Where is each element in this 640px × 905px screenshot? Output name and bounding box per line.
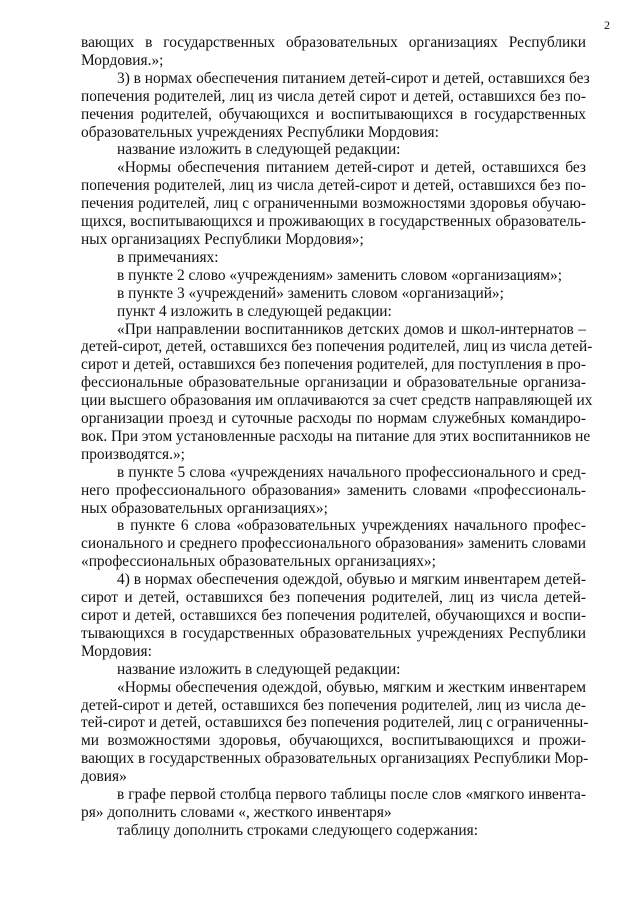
text-line: в пункте 6 слова «образовательных учреждениях начального профес- — [117, 517, 586, 535]
text-line: 4) в нормах обеспечения одеждой, обувью и мягким инвентарем детей- — [117, 571, 586, 589]
text-line: сирот и детей, оставшихся без попечения родителей, для поступления в про- — [81, 356, 586, 374]
text-line: попечения родителей, лиц из числа детей-сирот и детей, оставшихся без по- — [81, 177, 586, 195]
text-line: тей-сирот и детей, оставшихся без попечения родителей, лиц с ограниченны- — [81, 714, 589, 732]
paragraph — [81, 661, 586, 679]
page-number: 2 — [604, 18, 610, 32]
paragraph — [81, 464, 586, 518]
paragraph — [81, 141, 586, 159]
paragraph — [81, 822, 586, 840]
paragraph — [81, 285, 586, 303]
paragraph — [81, 249, 586, 267]
text-line: название изложить в следующей редакции: — [117, 660, 401, 678]
text-line: сирот и детей, оставшихся без попечения родителей, лиц из числа детей- — [81, 589, 586, 607]
paragraph — [81, 517, 586, 571]
paragraph — [81, 34, 586, 70]
text-line: таблицу дополнить строками следующего содержания: — [117, 821, 478, 839]
text-line: «Нормы обеспечения одеждой, обувью, мягким и жестким инвентарем — [117, 678, 586, 696]
paragraph — [81, 571, 586, 661]
text-line: печения родителей, обучающихся и воспитывающихся в государственных — [81, 105, 586, 123]
text-line: ции высшего образования им оплачиваются за счет средств направляющей их — [81, 392, 593, 410]
text-line: вающих в государственных образовательных организациях Республики Мор- — [81, 750, 589, 768]
text-line: 3) в нормах обеспечения питанием детей-сирот и детей, оставшихся без — [117, 69, 590, 87]
text-line: в пункте 5 слова «учреждениях начального профессионального и сред- — [117, 463, 586, 481]
text-line: щихся, воспитывающихся и проживающих в государственных образователь- — [81, 213, 586, 231]
text-line: ных организациях Республики Мордовия»; — [81, 230, 364, 248]
text-line: «Нормы обеспечения питанием детей-сирот и детей, оставшихся без — [117, 159, 586, 177]
paragraph — [81, 678, 589, 786]
text-line: печения родителей, лиц с ограниченными возможностями здоровья обучаю- — [81, 195, 586, 213]
text-line: детей-сирот, детей, оставшихся без попечения родителей, лиц из числа детей- — [81, 338, 593, 356]
text-line: производятся.»; — [81, 445, 185, 463]
paragraph — [81, 267, 586, 285]
text-line: вок. При этом установленные расходы на питание для этих воспитанников не — [81, 427, 591, 445]
text-line: фессиональные образовательные организации и образовательные организа- — [81, 374, 586, 392]
text-line: ми возможностями здоровья, обучающихся, воспитывающихся и прожи- — [81, 732, 586, 750]
document-body — [81, 34, 593, 840]
text-line: попечения родителей, лиц из числа детей сирот и детей, оставшихся без по- — [81, 87, 586, 105]
text-line: образовательных учреждениях Республики Мордовия: — [81, 123, 439, 141]
paragraph — [81, 159, 586, 249]
text-line: организации проезд и суточные расходы по нормам служебных командиро- — [81, 410, 586, 428]
text-line: в примечаниях: — [117, 248, 219, 266]
paragraph — [81, 786, 586, 822]
text-line: Мордовия.»; — [81, 51, 164, 69]
text-line: сирот и детей, оставшихся без попечения родителей, обучающихся и воспи- — [81, 607, 586, 624]
text-line: вающих в государственных образовательных организациях Республики — [81, 34, 586, 51]
text-line: тывающихся в государственных образовательных учреждениях Республики — [81, 624, 586, 642]
text-line: ных образовательных организациях»; — [81, 499, 328, 517]
text-line: «При направлении воспитанников детских домов и школ-интернатов – — [117, 320, 586, 338]
text-line: название изложить в следующей редакции: — [117, 141, 401, 159]
paragraph — [81, 303, 586, 321]
paragraph — [81, 69, 590, 142]
text-line: Мордовия: — [81, 642, 152, 660]
text-line: детей-сирот и детей, оставшихся без попечения родителей, лиц из числа де- — [81, 696, 586, 714]
text-line: него профессионального образования» заменить словами «профессиональ- — [81, 481, 586, 499]
text-line: пункт 4 изложить в следующей редакции: — [117, 302, 392, 320]
text-line: в пункте 3 «учреждений» заменить словом «организаций»; — [117, 284, 504, 302]
text-line: в пункте 2 слово «учреждениям» заменить словом «организациям»; — [117, 266, 562, 284]
paragraph — [81, 320, 593, 464]
text-line: «профессиональных образовательных организациях»; — [81, 553, 436, 571]
text-line: сионального и среднего профессионального образования» заменить словами — [81, 535, 586, 553]
text-line: довия» — [81, 768, 127, 786]
text-line: ря» дополнить словами «, жесткого инвентаря» — [81, 803, 392, 821]
text-line: в графе первой столбца первого таблицы после слов «мягкого инвента- — [117, 786, 586, 804]
